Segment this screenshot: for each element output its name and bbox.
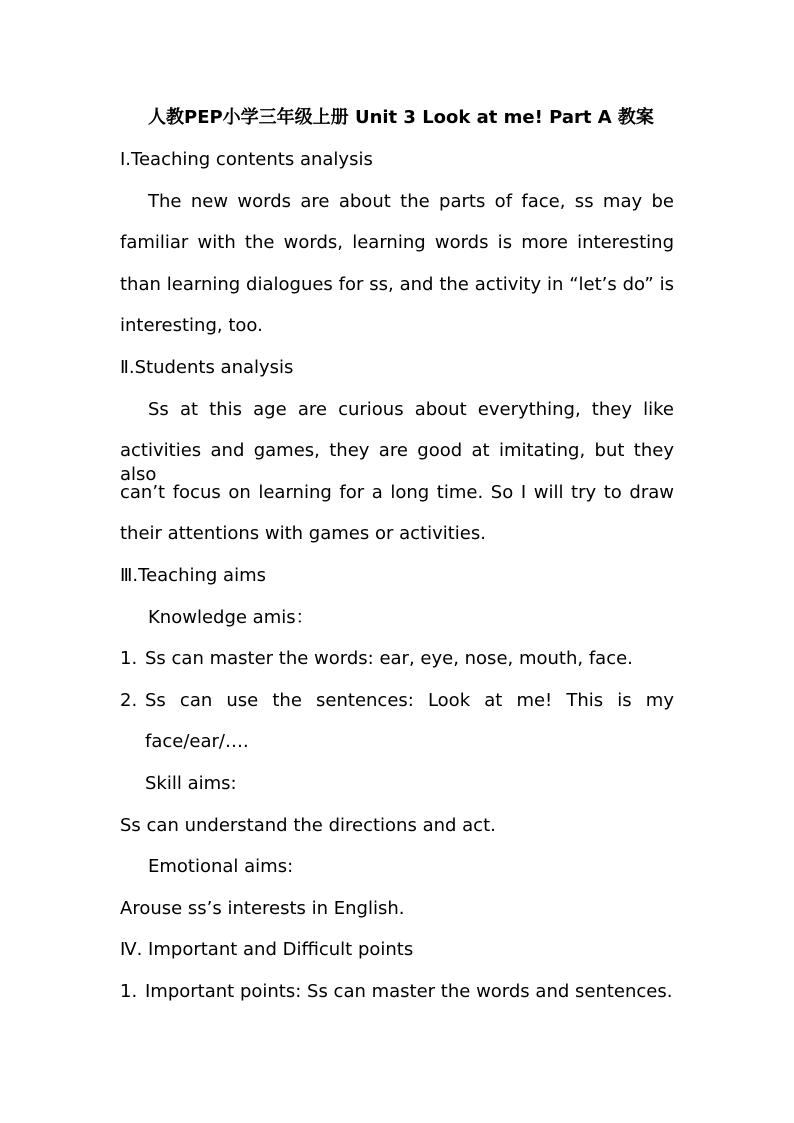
contents-para-line-2: familiar with the words, learning words is more interesting [120, 232, 674, 253]
document-title: 人教PEP小学三年级上册 Unit 3 Look at me! Part A 教案 [148, 107, 654, 128]
emotional-aims-label: Emotional aims: [148, 856, 294, 877]
skill-aims-text: Ss can understand the directions and act. [120, 815, 496, 836]
students-para-line-3: can’t focus on learning for a long time. So I will try to draw [120, 482, 674, 503]
aims-item-2-number: 2. [120, 690, 138, 711]
knowledge-aims-label: Knowledge amis： [148, 607, 314, 628]
contents-para-line-3: than learning dialogues for ss, and the activity in “let’s do” is [120, 274, 674, 295]
contents-para-line-1: The new words are about the parts of face, ss may be [148, 191, 674, 212]
aims-item-1-number: 1. [120, 648, 138, 669]
emotional-aims-text: Arouse ss’s interests in English. [120, 898, 405, 919]
section-heading-students: Ⅱ.Students analysis [120, 357, 294, 378]
section-heading-points: Ⅳ. Important and Difficult points [120, 939, 414, 960]
aims-item-1-text: Ss can master the words: ear, eye, nose, mouth, face. [145, 648, 633, 669]
contents-para-line-4: interesting, too. [120, 315, 263, 336]
students-para-line-1: Ss at this age are curious about everything, they like [148, 399, 674, 420]
points-item-1-number: 1. [120, 981, 138, 1002]
section-heading-contents: Ⅰ.Teaching contents analysis [120, 149, 373, 170]
section-heading-aims: Ⅲ.Teaching aims [120, 565, 266, 586]
aims-item-2-line-1: Ss can use the sentences: Look at me! This is my [145, 690, 674, 711]
aims-item-2-line-2: face/ear/…. [145, 731, 249, 752]
points-item-1-text: Important points: Ss can master the words and sentences. [145, 981, 673, 1002]
students-para-line-2: activities and games, they are good at imitating, but they also [120, 440, 674, 485]
students-para-line-4: their attentions with games or activities. [120, 523, 486, 544]
skill-aims-label: Skill aims: [145, 773, 237, 794]
